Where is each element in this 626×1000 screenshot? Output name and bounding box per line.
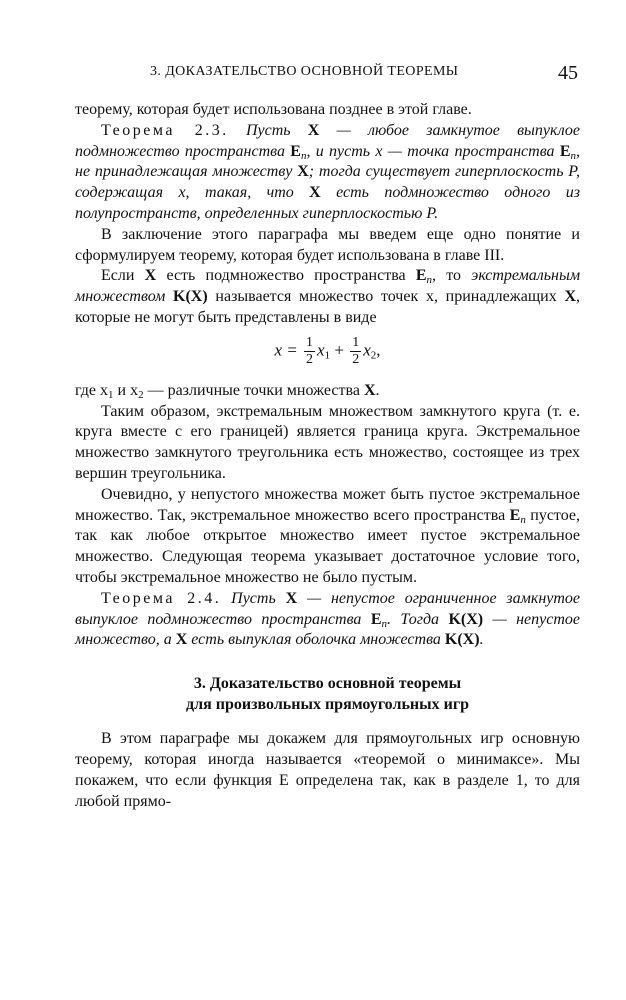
paragraph-introduction: В заключение этого параграфа мы введем еще одно понятие и сформулируем теорему, которая будет использована в главе III.	[75, 225, 580, 264]
fraction-half: $\frac{1}{2}$	[306, 334, 314, 367]
paragraph-examples: Таким образом, экстремальным множеством замкнутого круга (т. е. круга вместе с его границей) является граница круга. Экстремальное множество замкнутого треугольника есть множество, состоящее из трех вершин треугольника.	[75, 402, 580, 482]
paragraph-section-intro: В этом параграфе мы докажем для прямоугольных игр основную теорему, которая иногда называется «теоремой о минимаксе». Мы покажем, что если функция E определена так, как в разделе 1, то для любой прямо-	[75, 730, 580, 810]
page-body	[75, 100, 580, 812]
running-head	[0, 62, 626, 86]
fraction-half: $\frac{1}{2}$	[352, 334, 360, 367]
page-number: 45	[558, 62, 578, 84]
paragraph-where: где $x_1$ и $x_2$ — различные точки множества X.	[75, 381, 380, 401]
formula-midpoint: x = $\frac{1}{2}$ $x_1$ + $\frac{1}{2}$ $x_2$,	[274, 334, 381, 367]
paragraph-empty-extremal: Очевидно, у непустого множества может быть пустое экстремальное множество. Так, экстремальное множество всего пространства $E_n$ пустое, так как любое открытое множество имеет пустое экстремальное множество. Следующая теорема указывает достаточное условие того, чтобы экстремальное множество не было пустым.	[75, 485, 580, 586]
paragraph-continuation: теорему, которая будет использована позднее в этой главе.	[75, 101, 472, 118]
theorem-label: Теорема 2.3.	[101, 121, 229, 139]
paragraph-definition: Если X есть подмножество пространства $E_n$, то экстремальным множеством K(X) называется множество точек x, принадлежащих X, которые не могут быть представлены в виде	[75, 267, 581, 326]
running-title: 3. ДОКАЗАТЕЛЬСТВО ОСНОВНОЙ ТЕОРЕМЫ	[150, 64, 459, 79]
theorem-2-3: Теорема 2.3. Пусть X — любое замкнутое выпуклое подмножество пространства $E_n$, и пусть x — точка пространства $E_n$, не принадлежащая множеству X; тогда существует гиперплоскость P, содержащая x, такая, что X есть подмножество одного из полупространств, определенных гиперплоскостью P.	[75, 121, 581, 222]
section-heading: 3. Доказательство основной теоремы для произвольных прямоугольных игр	[186, 675, 469, 714]
theorem-label: Теорема 2.4.	[101, 589, 222, 607]
theorem-2-4: Теорема 2.4. Пусть X — непустое ограниченное замкнутое выпуклое подмножество пространства $E_n$. Тогда K(X) — непустое множество, а X есть выпуклая оболочка множества K(X).	[75, 589, 581, 649]
